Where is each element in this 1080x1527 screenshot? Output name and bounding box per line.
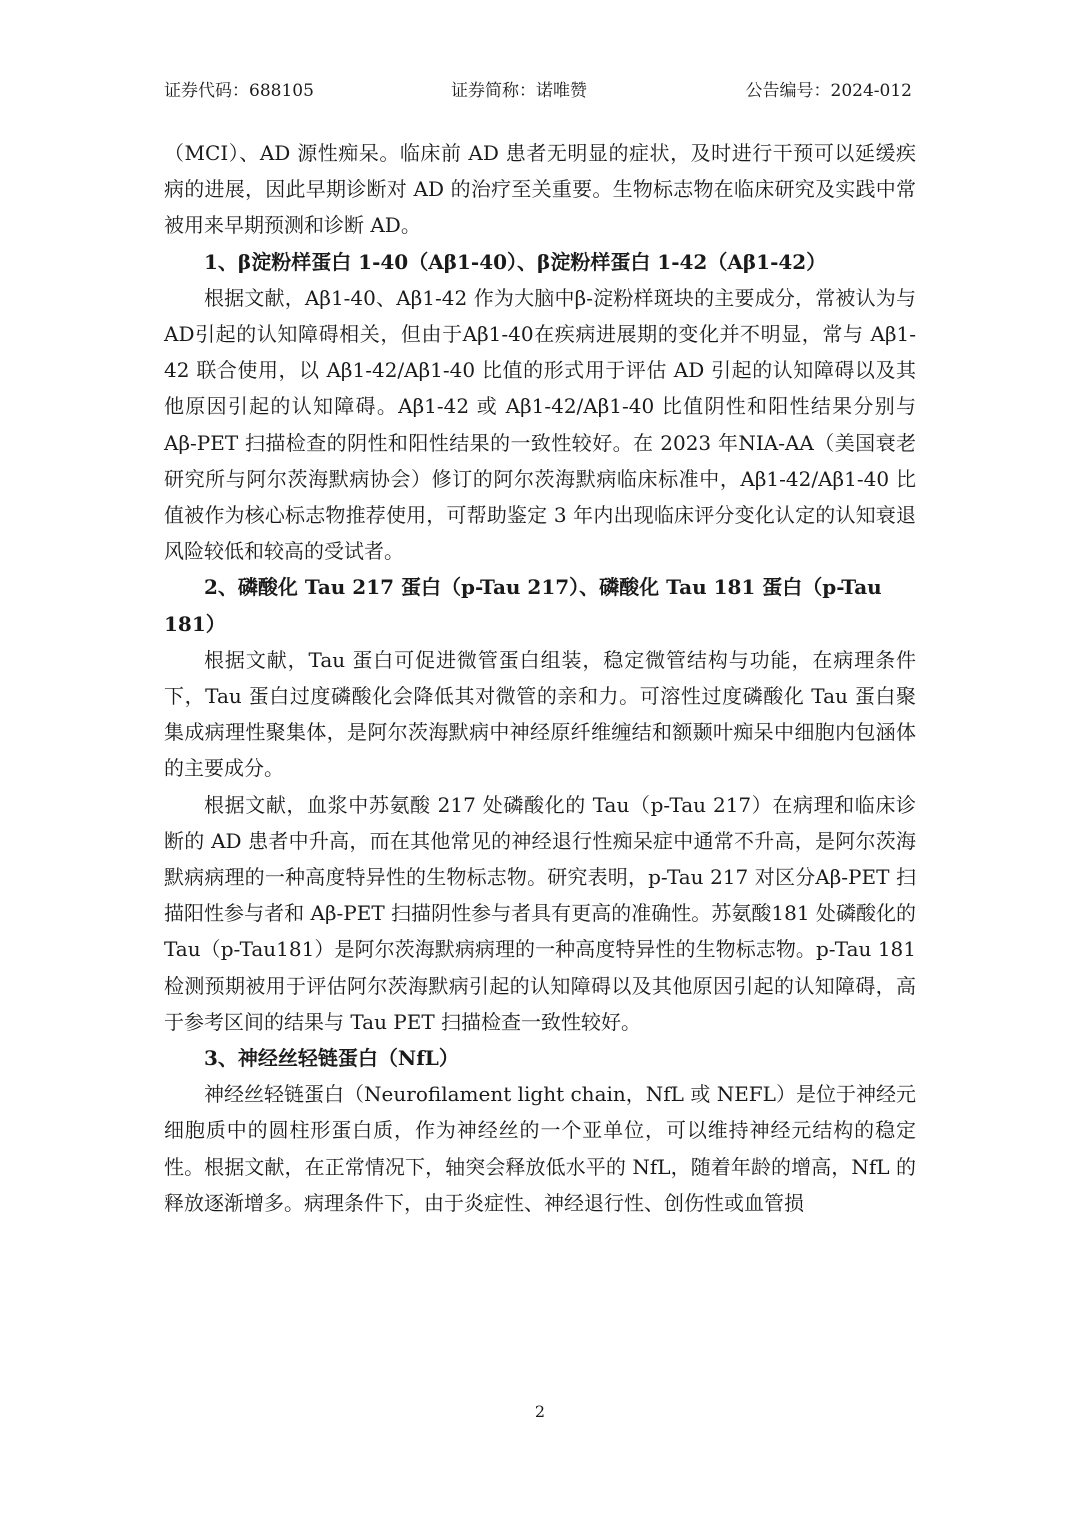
security-name: 证券简称：诺唯赞	[451, 81, 587, 101]
paragraph-nfl: 神经丝轻链蛋白（Neurofilament light chain，NfL 或 NEFL）是位于神经元细胞质中的圆柱形蛋白质，作为神经丝的一个亚单位，可以维持神经元结构的稳定性。根据文献，在正常情况下，轴突会释放低水平的 NfL，随着年龄的增高，NfL 的释放逐渐增多。病理条件下，由于炎症性、神经退行性、创伤性或血管损	[164, 1082, 916, 1215]
document-body	[164, 135, 916, 1221]
paragraph-abeta: 根据文献，Aβ1-40、Aβ1-42 作为大脑中β-淀粉样斑块的主要成分，常被认为与AD引起的认知障碍相关，但由于Aβ1-40在疾病进展期的变化并不明显，常与 Aβ1-42 联合使用，以 Aβ1-42/Aβ1-40 比值的形式用于评估 AD 引起的认知障碍以及其他原因引起的认知障碍。Aβ1-42 或 Aβ1-42/Aβ1-40 比值阴性和阳性结果分别与 Aβ-PET 扫描检查的阴性和阳性结果的一致性较好。在 2023 年NIA-AA（美国衰老研究所与阿尔茨海默病协会）修订的阿尔茨海默病临床标准中，Aβ1-42/Aβ1-40 比值被作为核心标志物推荐使用，可帮助鉴定 3 年内出现临床评分变化认定的认知衰退风险较低和较高的受试者。	[164, 285, 916, 564]
page-number: 2	[534, 1402, 546, 1421]
announcement-number: 公告编号：2024-012	[745, 81, 912, 101]
page-header	[164, 78, 912, 104]
paragraph-continuation: （MCI）、AD 源性痴呆。临床前 AD 患者无明显的症状，及时进行干预可以延缓疾病的进展，因此早期诊断对 AD 的治疗至关重要。生物标志物在临床研究及实践中常被用来早期预测和诊断 AD。	[164, 141, 916, 238]
security-code: 证券代码：688105	[164, 81, 314, 101]
section-heading-ptau: 2、磷酸化 Tau 217 蛋白（p-Tau 217）、磷酸化 Tau 181 蛋白（p-Tau 181）	[164, 575, 882, 636]
paragraph-tau-protein: 根据文献，Tau 蛋白可促进微管蛋白组装，稳定微管结构与功能，在病理条件下，Tau 蛋白过度磷酸化会降低其对微管的亲和力。可溶性过度磷酸化 Tau 蛋白聚集成病理性聚集体，是阿尔茨海默病中神经原纤维缠结和额颞叶痴呆中细胞内包涵体的主要成分。	[164, 647, 916, 781]
paragraph-ptau217: 根据文献，血浆中苏氨酸 217 处磷酸化的 Tau（p-Tau 217）在病理和临床诊断的 AD 患者中升高，而在其他常见的神经退行性痴呆症中通常不升高，是阿尔茨海默病病理的一种高度特异性的生物标志物。研究表明，p-Tau 217 对区分Aβ-PET 扫描阳性参与者和 Aβ-PET 扫描阴性参与者具有更高的准确性。苏氨酸181 处磷酸化的 Tau（p-Tau181）是阿尔茨海默病病理的一种高度特异性的生物标志物。p-Tau 181 检测预期被用于评估阿尔茨海默病引起的认知障碍以及其他原因引起的认知障碍，高于参考区间的结果与 Tau PET 扫描检查一致性较好。	[164, 792, 916, 1034]
section-heading-nfl: 3、神经丝轻链蛋白（NfL）	[204, 1046, 459, 1071]
section-heading-abeta: 1、β淀粉样蛋白 1-40（Aβ1-40）、β淀粉样蛋白 1-42（Aβ1-42）	[204, 249, 827, 274]
